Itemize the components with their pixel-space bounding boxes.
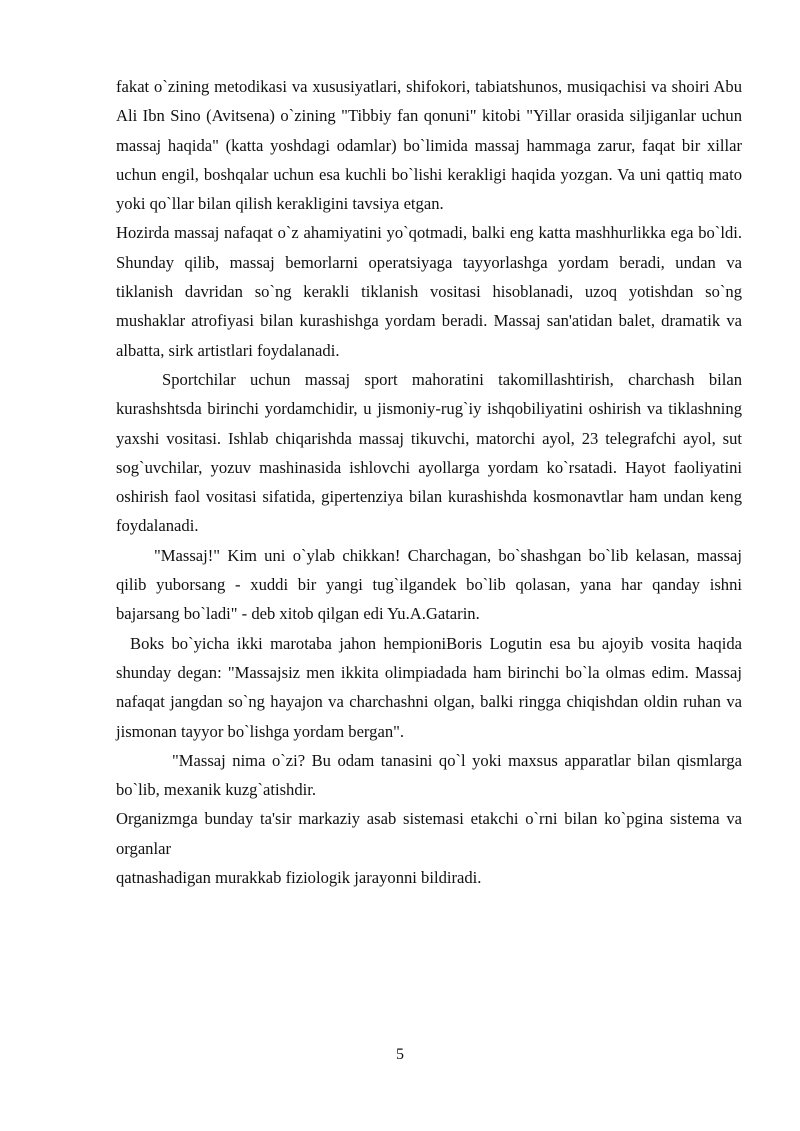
- page-number: 5: [396, 1046, 404, 1063]
- paragraph-organism-effect: Organizmga bunday ta'sir markaziy asab sistemasi etakchi o`rni bilan ko`pgina sistema va organlar: [116, 809, 742, 858]
- paragraph-massage-popularity: Hozirda massaj nafaqat o`z ahamiyatini yo`qotmadi, balki eng katta mashhurlikka ega bo`ldi. Shunday qilib, massaj bemorlarni operatsiyaga tayyorlashga yordam beradi, undan va tiklanish davridan so`ng kerakli tiklanish vositasi hisoblanadi, uzoq yotishdan so`ng mushaklar atrofiyasi bilan kurashishga yordam beradi. Massaj san'atidan balet, dramatik va albatta, sirk artistlari foydalanadi.: [116, 223, 742, 360]
- document-body: [116, 72, 742, 892]
- paragraph-logutin-quote: Boks bo`yicha ikki marotaba jahon hempioniBoris Logutin esa bu ajoyib vosita haqida shunday degan: "Massajsiz men ikkita olimpiadada ham birinchi bo`la olmas edim. Massaj nafaqat jangdan so`ng hayajon va charchashni olgan, balki ringga chiqishdan oldin ruhan va jismonan tayyor bo`lishga yordam bergan".: [116, 633, 742, 741]
- paragraph-massage-definition: "Massaj nima o`zi? Bu odam tanasini qo`l yoki maxsus apparatlar bilan qismlarga bo`lib, mexanik kuzg`atishdir.: [116, 750, 742, 800]
- paragraph-athletes: Sportchilar uchun massaj sport mahoratini takomillashtirish, charchash bilan kurashshtsda birinchi yordamchidir, u jismoniy-rug`iy ishqobiliyatini oshirish va tiklashning yaxshi vositasi. Ishlab chiqarishda massaj tikuvchi, matorchi ayol, 23 telegrafchi ayol, sut sog`uvchilar, yozuv mashinasida ishlovchi ayollarga yordam ko`rsatadi. Hayot faoliyatini oshirish faol vositasi sifatida, gipertenziya bilan kurashishda kosmonavtlar ham undan keng foydalanadi.: [116, 369, 742, 536]
- paragraph-ibn-sino: fakat o`zining metodikasi va xususiyatlari, shifokori, tabiatshunos, musiqachisi va shoiri Abu Ali Ibn Sino (Avitsena) o`zining "Tibbiy fan qonuni" kitobi "Yillar orasida siljiganlar uchun massaj haqida" (katta yoshdagi odamlar) bo`limida massaj hammaga zarur, faqat bir xillar uchun engil, boshqalar uchun esa kuchli bo`lishi kerakligi haqida yozgan. Va uni qattiq mato yoki qo`llar bilan qilish kerakligini tavsiya etgan.: [116, 77, 742, 214]
- paragraph-gatarin-quote: "Massaj!" Kim uni o`ylab chikkan! Charchagan, bo`shashgan bo`lib kelasan, massaj qilib yuborsang - xuddi bir yangi tug`ilgandek bo`lib qolasan, yana har qanday ishni bajarsang bo`ladi" - deb xitob qilgan edi Yu.A.Gatarin.: [116, 545, 742, 624]
- paragraph-physiological-process: qatnashadigan murakkab fiziologik jarayonni bildiradi.: [116, 868, 482, 888]
